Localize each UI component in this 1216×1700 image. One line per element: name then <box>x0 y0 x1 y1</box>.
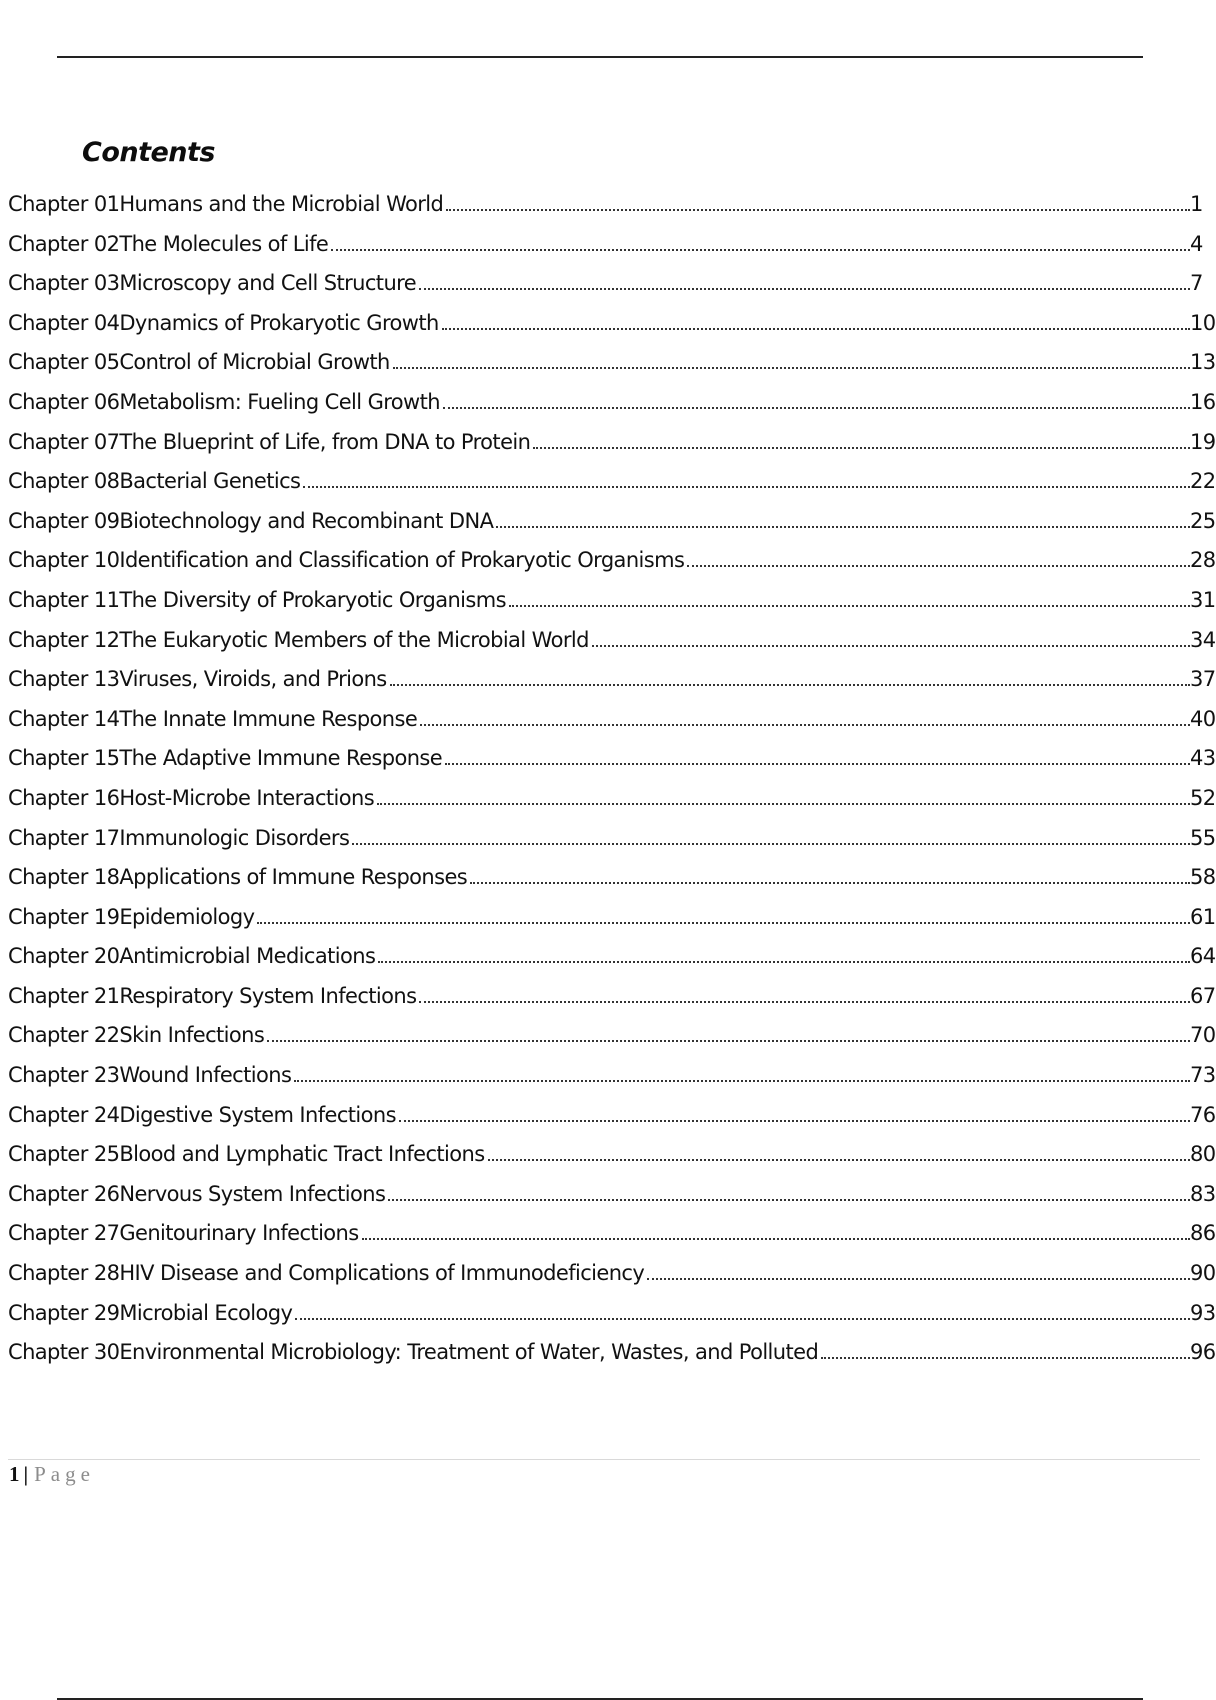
dot-leader <box>377 803 1190 805</box>
dot-leader <box>419 288 1190 290</box>
toc-entry-page: 70 <box>1190 1023 1216 1048</box>
toc-entry-page: 7 <box>1190 271 1203 296</box>
toc-entry-label: Chapter 02The Molecules of Life <box>8 231 329 256</box>
toc-entry-page: 4 <box>1190 231 1203 256</box>
dot-leader <box>303 486 1190 488</box>
toc-entry-label: Chapter 25Blood and Lymphatic Tract Infections <box>8 1142 485 1167</box>
toc-entry-label: Chapter 23Wound Infections <box>8 1063 292 1088</box>
toc-entry[interactable] <box>8 469 1216 509</box>
toc-entry-page: 16 <box>1190 389 1216 414</box>
dot-leader <box>509 605 1190 607</box>
toc-entry[interactable] <box>8 944 1216 984</box>
dot-leader <box>419 1001 1190 1003</box>
dot-leader <box>393 367 1190 369</box>
toc-entry-label: Chapter 05Control of Microbial Growth <box>8 350 390 375</box>
dot-leader <box>446 209 1190 211</box>
toc-entry-page: 28 <box>1190 548 1216 573</box>
toc-entry[interactable] <box>8 983 1216 1024</box>
toc-entry-label: Chapter 17Immunologic Disorders <box>8 825 350 850</box>
toc-entry-page: 67 <box>1190 983 1216 1008</box>
dot-leader <box>352 843 1190 845</box>
toc-entry[interactable] <box>8 548 1216 588</box>
toc-entry[interactable] <box>8 350 1216 390</box>
toc-entry[interactable] <box>8 1023 1216 1063</box>
dot-leader <box>267 1040 1190 1042</box>
toc-entry[interactable] <box>8 192 1203 232</box>
toc-entry-page: 34 <box>1190 627 1216 652</box>
dot-leader <box>592 645 1190 647</box>
toc-entry-label: Chapter 19Epidemiology <box>8 904 255 929</box>
dot-leader <box>533 447 1190 449</box>
toc-entry[interactable] <box>8 627 1216 668</box>
dot-leader <box>294 1080 1190 1082</box>
toc-entry-page: 25 <box>1190 508 1216 533</box>
toc-entry[interactable] <box>8 1261 1216 1301</box>
toc-entry-page: 22 <box>1190 469 1216 494</box>
toc-entry-label: Chapter 27Genitourinary Infections <box>8 1221 359 1246</box>
toc-entry-page: 10 <box>1190 310 1216 335</box>
toc-entry-label: Chapter 21Respiratory System Infections <box>8 983 417 1008</box>
dot-leader <box>445 763 1190 765</box>
toc-entry-label: Chapter 11The Diversity of Prokaryotic Organisms <box>8 587 506 612</box>
toc-title: Contents <box>82 137 216 168</box>
toc-entry-page: 13 <box>1190 350 1216 375</box>
toc-entry-page: 80 <box>1190 1142 1216 1167</box>
dot-leader <box>821 1357 1190 1359</box>
toc-entry-page: 19 <box>1190 429 1216 454</box>
toc-entry-label: Chapter 14The Innate Immune Response <box>8 706 418 731</box>
toc-entry-page: 40 <box>1190 706 1216 731</box>
toc-entry-label: Chapter 09Biotechnology and Recombinant DNA <box>8 508 494 533</box>
dot-leader <box>496 526 1190 528</box>
toc-entry-label: Chapter 15The Adaptive Immune Response <box>8 746 443 771</box>
toc-entry-label: Chapter 30Environmental Microbiology: Treatment of Water, Wastes, and Polluted <box>8 1340 819 1365</box>
toc-entry[interactable] <box>8 667 1216 707</box>
toc-entry-label: Chapter 29Microbial Ecology <box>8 1300 293 1325</box>
dot-leader <box>388 1199 1190 1201</box>
toc-entry-label: Chapter 03Microscopy and Cell Structure <box>8 271 417 296</box>
toc-entry-label: Chapter 13Viruses, Viroids, and Prions <box>8 667 387 692</box>
toc-entry-label: Chapter 08Bacterial Genetics <box>8 469 301 494</box>
dot-leader <box>378 961 1190 963</box>
toc-entry[interactable] <box>8 706 1216 747</box>
dot-leader <box>442 328 1190 330</box>
footer-separator: | <box>23 1462 29 1486</box>
toc-entry-page: 93 <box>1190 1300 1216 1325</box>
dot-leader <box>257 922 1190 924</box>
toc-entry-label: Chapter 22Skin Infections <box>8 1023 265 1048</box>
toc-entry-page: 64 <box>1190 944 1216 969</box>
toc-entry-label: Chapter 06Metabolism: Fueling Cell Growth <box>8 389 440 414</box>
dot-leader <box>399 1120 1190 1122</box>
toc-entry[interactable] <box>8 904 1216 945</box>
page-number: 1 <box>9 1462 20 1486</box>
toc-entry-page: 31 <box>1190 587 1216 612</box>
dot-leader <box>420 724 1190 726</box>
toc-entry-page: 86 <box>1190 1221 1216 1246</box>
toc-entry-page: 37 <box>1190 667 1216 692</box>
toc-entry-label: Chapter 20Antimicrobial Medications <box>8 944 376 969</box>
footer-rule <box>8 1459 1200 1460</box>
page-label: Page <box>34 1462 95 1486</box>
dot-leader <box>488 1159 1190 1161</box>
toc-entry[interactable] <box>8 1221 1216 1261</box>
toc-entry[interactable] <box>8 1142 1216 1182</box>
toc-entry-page: 83 <box>1190 1181 1216 1206</box>
toc-entry-page: 61 <box>1190 904 1216 929</box>
toc-entry[interactable] <box>8 508 1216 549</box>
toc-entry-label: Chapter 26Nervous System Infections <box>8 1181 386 1206</box>
page-footer <box>9 1462 95 1487</box>
header-rule <box>57 56 1143 58</box>
dot-leader <box>687 565 1190 567</box>
toc-entry-label: Chapter 28HIV Disease and Complications of Immunodeficiency <box>8 1261 645 1286</box>
toc-entry-label: Chapter 16Host-Microbe Interactions <box>8 785 375 810</box>
toc-entry-label: Chapter 12The Eukaryotic Members of the Microbial World <box>8 627 589 652</box>
toc-entry[interactable] <box>8 1181 1216 1222</box>
dot-leader <box>295 1318 1190 1320</box>
toc-entry-page: 76 <box>1190 1102 1216 1127</box>
toc-entry-page: 90 <box>1190 1261 1216 1286</box>
toc-entry[interactable] <box>8 587 1216 628</box>
dot-leader <box>390 684 1190 686</box>
dot-leader <box>443 407 1190 409</box>
toc-entry[interactable] <box>8 1340 1216 1380</box>
toc-entry-page: 73 <box>1190 1063 1216 1088</box>
toc-entry[interactable] <box>8 1063 1216 1103</box>
toc-entry-label: Chapter 24Digestive System Infections <box>8 1102 396 1127</box>
toc-entry-page: 96 <box>1190 1340 1216 1365</box>
toc-entry[interactable] <box>8 785 1216 826</box>
toc-entry-page: 43 <box>1190 746 1216 771</box>
toc-entry-page: 58 <box>1190 865 1216 890</box>
toc-entry[interactable] <box>8 310 1216 351</box>
toc-entry-page: 1 <box>1190 192 1203 216</box>
toc-entry[interactable] <box>8 825 1216 866</box>
toc-entry[interactable] <box>8 746 1216 786</box>
toc-entry-page: 52 <box>1190 785 1216 810</box>
toc-entry[interactable] <box>8 865 1216 905</box>
toc-entry[interactable] <box>8 231 1203 272</box>
toc-entry-label: Chapter 18Applications of Immune Responses <box>8 865 468 890</box>
toc-entry-label: Chapter 10Identification and Classification of Prokaryotic Organisms <box>8 548 685 573</box>
toc-entry-label: Chapter 01Humans and the Microbial World <box>8 192 444 216</box>
toc-entry[interactable] <box>8 1300 1216 1341</box>
toc-entry[interactable] <box>8 1102 1216 1143</box>
toc-entry-label: Chapter 07The Blueprint of Life, from DNA to Protein <box>8 429 531 454</box>
toc-entry-label: Chapter 04Dynamics of Prokaryotic Growth <box>8 310 439 335</box>
toc-entry[interactable] <box>8 429 1216 470</box>
toc-entry[interactable] <box>8 271 1203 311</box>
toc-list <box>8 192 1216 1380</box>
dot-leader <box>470 882 1190 884</box>
toc-entry[interactable] <box>8 389 1216 430</box>
dot-leader <box>647 1278 1190 1280</box>
dot-leader <box>362 1238 1190 1240</box>
dot-leader <box>331 249 1190 251</box>
toc-entry-page: 55 <box>1190 825 1216 850</box>
